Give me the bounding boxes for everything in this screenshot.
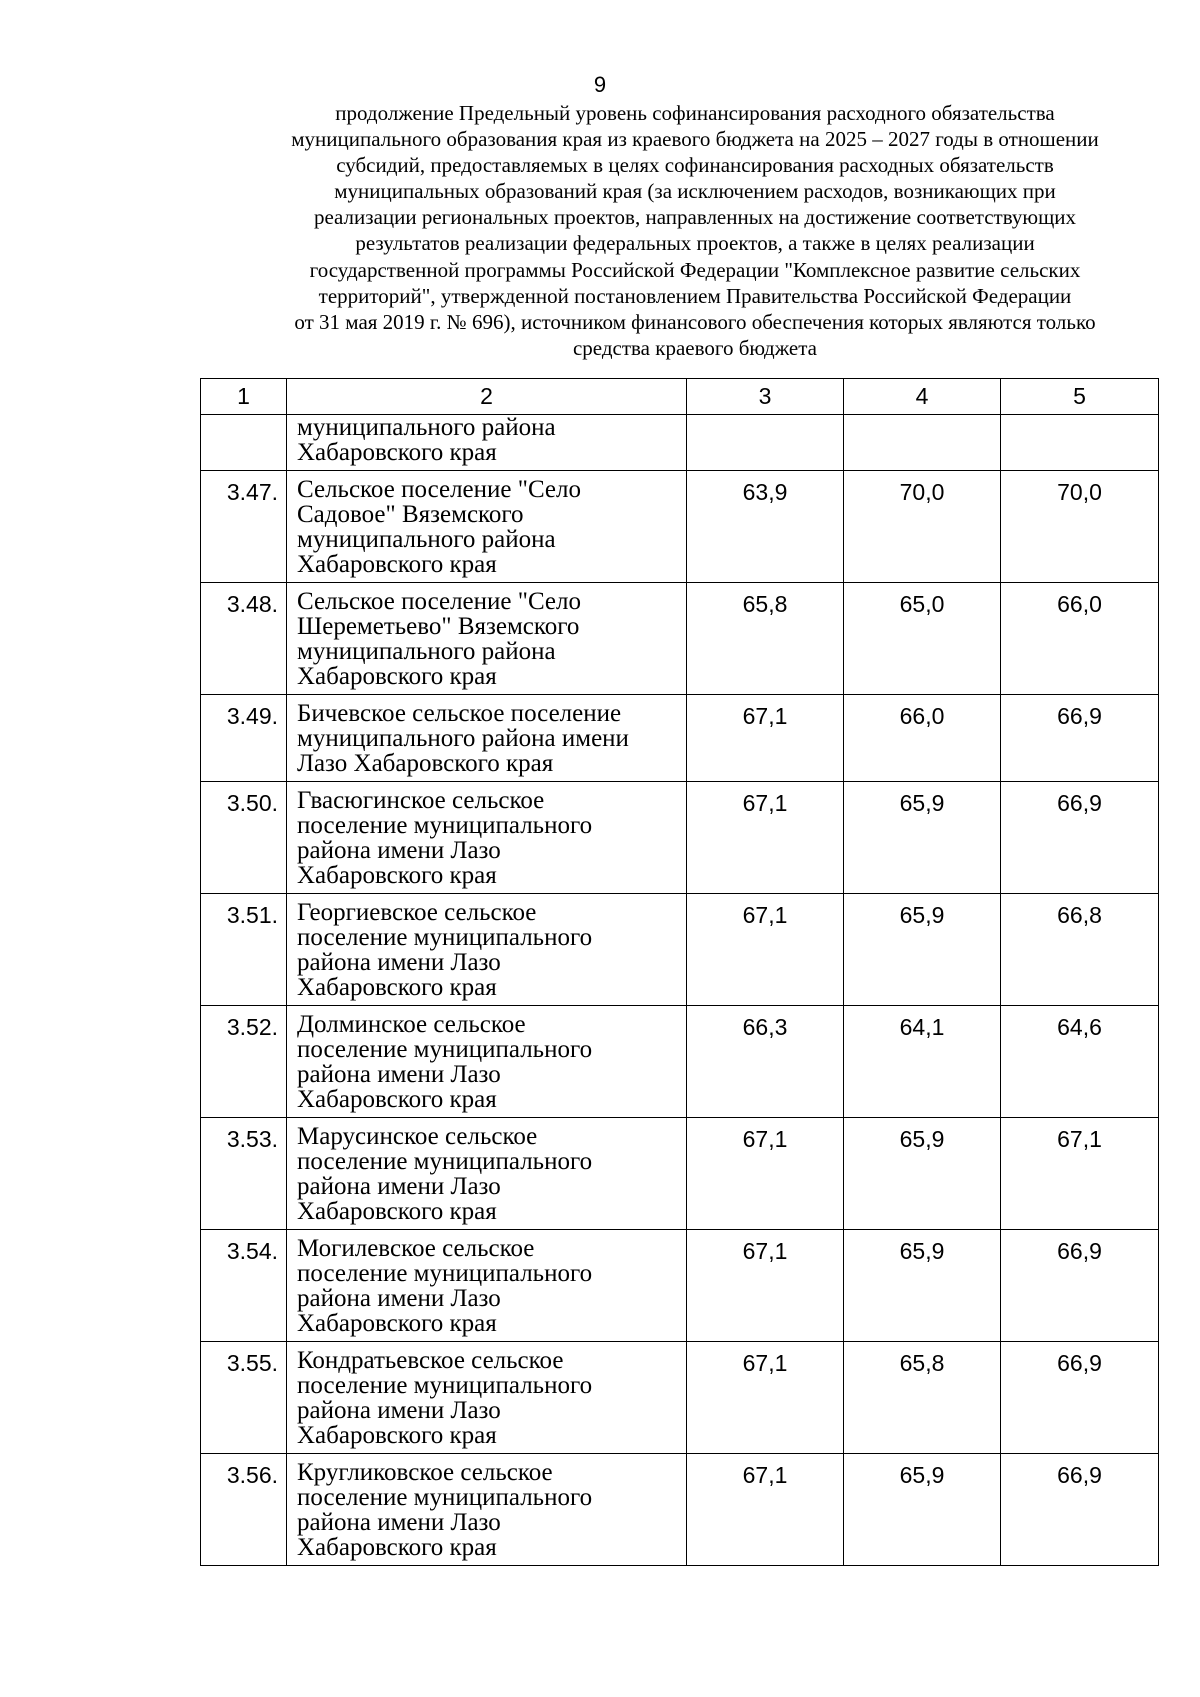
- heading-line: государственной программы Российской Федерации "Комплексное развитие сельских: [309, 257, 1081, 282]
- name-line: Хабаровского края: [297, 663, 497, 690]
- name-line: Кондратьевское сельское: [297, 1347, 564, 1374]
- name-line: Садовое" Вяземского: [297, 501, 524, 528]
- value-cell-2025: 63,9: [687, 471, 844, 583]
- value-cell-2026: 65,9: [844, 1118, 1001, 1230]
- value-cell-2026: 65,9: [844, 894, 1001, 1006]
- row-number-cell: 3.49.: [201, 695, 287, 782]
- table-row: [201, 695, 1159, 782]
- municipality-name-cell: [287, 471, 687, 583]
- name-line: поселение муниципального: [297, 1484, 593, 1511]
- name-line: муниципального района имени: [297, 725, 629, 752]
- name-line: Могилевское сельское: [297, 1235, 535, 1262]
- column-header: 2: [287, 379, 687, 415]
- name-line: муниципального района: [297, 526, 556, 553]
- name-line: района имени Лазо: [297, 1397, 501, 1424]
- value-cell-2026: 65,8: [844, 1342, 1001, 1454]
- municipality-name-cell: [287, 583, 687, 695]
- value-cell-2027: 66,0: [1001, 583, 1159, 695]
- municipality-name-cell: [287, 1118, 687, 1230]
- value-cell-2027: 64,6: [1001, 1006, 1159, 1118]
- name-line: района имени Лазо: [297, 1509, 501, 1536]
- table-row: [201, 1006, 1159, 1118]
- name-line: Хабаровского края: [297, 1198, 497, 1225]
- heading-line: реализации региональных проектов, направленных на достижение соответствующих: [313, 205, 1077, 230]
- value-cell-2026: 70,0: [844, 471, 1001, 583]
- value-cell-2026: 65,9: [844, 1454, 1001, 1566]
- name-line: поселение муниципального: [297, 1372, 593, 1399]
- name-line: Хабаровского края: [297, 862, 497, 889]
- table-row: [201, 471, 1159, 583]
- name-line: поселение муниципального: [297, 1260, 593, 1287]
- name-line: Хабаровского края: [297, 1310, 497, 1337]
- table-row: [201, 583, 1159, 695]
- page-number: 9: [593, 72, 607, 97]
- name-line: Долминское сельское: [297, 1011, 526, 1038]
- column-header: 5: [1001, 379, 1159, 415]
- row-number-cell: 3.47.: [201, 471, 287, 583]
- municipality-name-cell: [287, 1342, 687, 1454]
- name-line: Хабаровского края: [297, 1086, 497, 1113]
- name-line: Хабаровского края: [297, 974, 497, 1001]
- name-line: Лазо Хабаровского края: [297, 750, 554, 777]
- name-line: Бичевское сельское поселение: [297, 700, 622, 727]
- column-header: 3: [687, 379, 844, 415]
- table-row: [201, 894, 1159, 1006]
- municipality-name-cell: [287, 894, 687, 1006]
- name-line: района имени Лазо: [297, 949, 501, 976]
- heading-line: муниципальных образований края (за исключением расходов, возникающих при: [334, 179, 1056, 204]
- value-cell-2026: [844, 415, 1001, 471]
- heading-line: средства краевого бюджета: [572, 335, 817, 360]
- municipality-name-cell: [287, 1454, 687, 1566]
- table-row: [201, 782, 1159, 894]
- name-line: Хабаровского края: [297, 551, 497, 578]
- value-cell-2027: [1001, 415, 1159, 471]
- value-cell-2025: [687, 415, 844, 471]
- row-number-cell: 3.50.: [201, 782, 287, 894]
- name-line: Сельское поселение "Село: [297, 588, 582, 615]
- heading-line: территорий", утвержденной постановлением Правительства Российской Федерации: [318, 283, 1072, 308]
- name-line: Хабаровского края: [297, 1534, 497, 1561]
- name-line: муниципального района: [297, 414, 556, 441]
- row-number-cell: 3.48.: [201, 583, 287, 695]
- value-cell-2025: 67,1: [687, 782, 844, 894]
- column-header: 4: [844, 379, 1001, 415]
- table-row: [201, 1342, 1159, 1454]
- column-header: 1: [201, 379, 287, 415]
- value-cell-2026: 66,0: [844, 695, 1001, 782]
- row-number-cell: 3.51.: [201, 894, 287, 1006]
- cofinancing-table: [200, 378, 1159, 1566]
- heading-line: субсидий, предоставляемых в целях софинансирования расходных обязательств: [336, 153, 1054, 178]
- municipality-name-cell: [287, 782, 687, 894]
- name-line: поселение муниципального: [297, 1036, 593, 1063]
- value-cell-2025: 67,1: [687, 1118, 844, 1230]
- name-line: района имени Лазо: [297, 1061, 501, 1088]
- value-cell-2026: 64,1: [844, 1006, 1001, 1118]
- table-row: [201, 1230, 1159, 1342]
- name-line: Хабаровского края: [297, 1422, 497, 1449]
- row-number-cell: 3.54.: [201, 1230, 287, 1342]
- heading-line: продолжение Предельный уровень софинансирования расходного обязательства: [335, 101, 1055, 125]
- name-line: Хабаровского края: [297, 439, 497, 466]
- name-line: района имени Лазо: [297, 1173, 501, 1200]
- value-cell-2025: 67,1: [687, 1454, 844, 1566]
- name-line: района имени Лазо: [297, 837, 501, 864]
- table-header-row: [201, 379, 1159, 415]
- value-cell-2027: 66,9: [1001, 782, 1159, 894]
- name-line: муниципального района: [297, 638, 556, 665]
- value-cell-2026: 65,0: [844, 583, 1001, 695]
- value-cell-2025: 67,1: [687, 1342, 844, 1454]
- value-cell-2027: 66,9: [1001, 1230, 1159, 1342]
- table-row-continuation: [201, 415, 1159, 471]
- table-heading: [190, 100, 1200, 361]
- name-line: района имени Лазо: [297, 1285, 501, 1312]
- row-number-cell: 3.52.: [201, 1006, 287, 1118]
- value-cell-2027: 66,9: [1001, 1342, 1159, 1454]
- name-line: Кругликовское сельское: [297, 1459, 553, 1486]
- heading-line: муниципального образования края из краевого бюджета на 2025 – 2027 годы в отношении: [291, 127, 1099, 152]
- municipality-name-cell: [287, 695, 687, 782]
- value-cell-2027: 70,0: [1001, 471, 1159, 583]
- row-number-cell: 3.55.: [201, 1342, 287, 1454]
- value-cell-2026: 65,9: [844, 782, 1001, 894]
- municipality-name-cell: [287, 1006, 687, 1118]
- name-line: Сельское поселение "Село: [297, 476, 582, 503]
- name-line: Марусинское сельское: [297, 1123, 538, 1150]
- name-line: Георгиевское сельское: [297, 899, 537, 926]
- value-cell-2026: 65,9: [844, 1230, 1001, 1342]
- row-number-cell: 3.56.: [201, 1454, 287, 1566]
- value-cell-2027: 66,9: [1001, 695, 1159, 782]
- value-cell-2025: 67,1: [687, 1230, 844, 1342]
- value-cell-2027: 67,1: [1001, 1118, 1159, 1230]
- heading-line: результатов реализации федеральных проектов, а также в целях реализации: [355, 231, 1035, 256]
- name-line: Гвасюгинское сельское: [297, 787, 545, 814]
- name-line: поселение муниципального: [297, 812, 593, 839]
- name-line: поселение муниципального: [297, 1148, 593, 1175]
- value-cell-2025: 66,3: [687, 1006, 844, 1118]
- heading-line: от 31 мая 2019 г. № 696), источником финансового обеспечения которых являются только: [294, 309, 1096, 334]
- name-line: поселение муниципального: [297, 924, 593, 951]
- table-row: [201, 1118, 1159, 1230]
- table-row: [201, 1454, 1159, 1566]
- row-number-cell: 3.53.: [201, 1118, 287, 1230]
- value-cell-2027: 66,8: [1001, 894, 1159, 1006]
- name-line: Шереметьево" Вяземского: [297, 613, 580, 640]
- municipality-name-cell: [287, 1230, 687, 1342]
- municipality-name-cell: [287, 415, 687, 471]
- value-cell-2027: 66,9: [1001, 1454, 1159, 1566]
- value-cell-2025: 67,1: [687, 695, 844, 782]
- value-cell-2025: 65,8: [687, 583, 844, 695]
- row-number-cell: [201, 415, 287, 471]
- value-cell-2025: 67,1: [687, 894, 844, 1006]
